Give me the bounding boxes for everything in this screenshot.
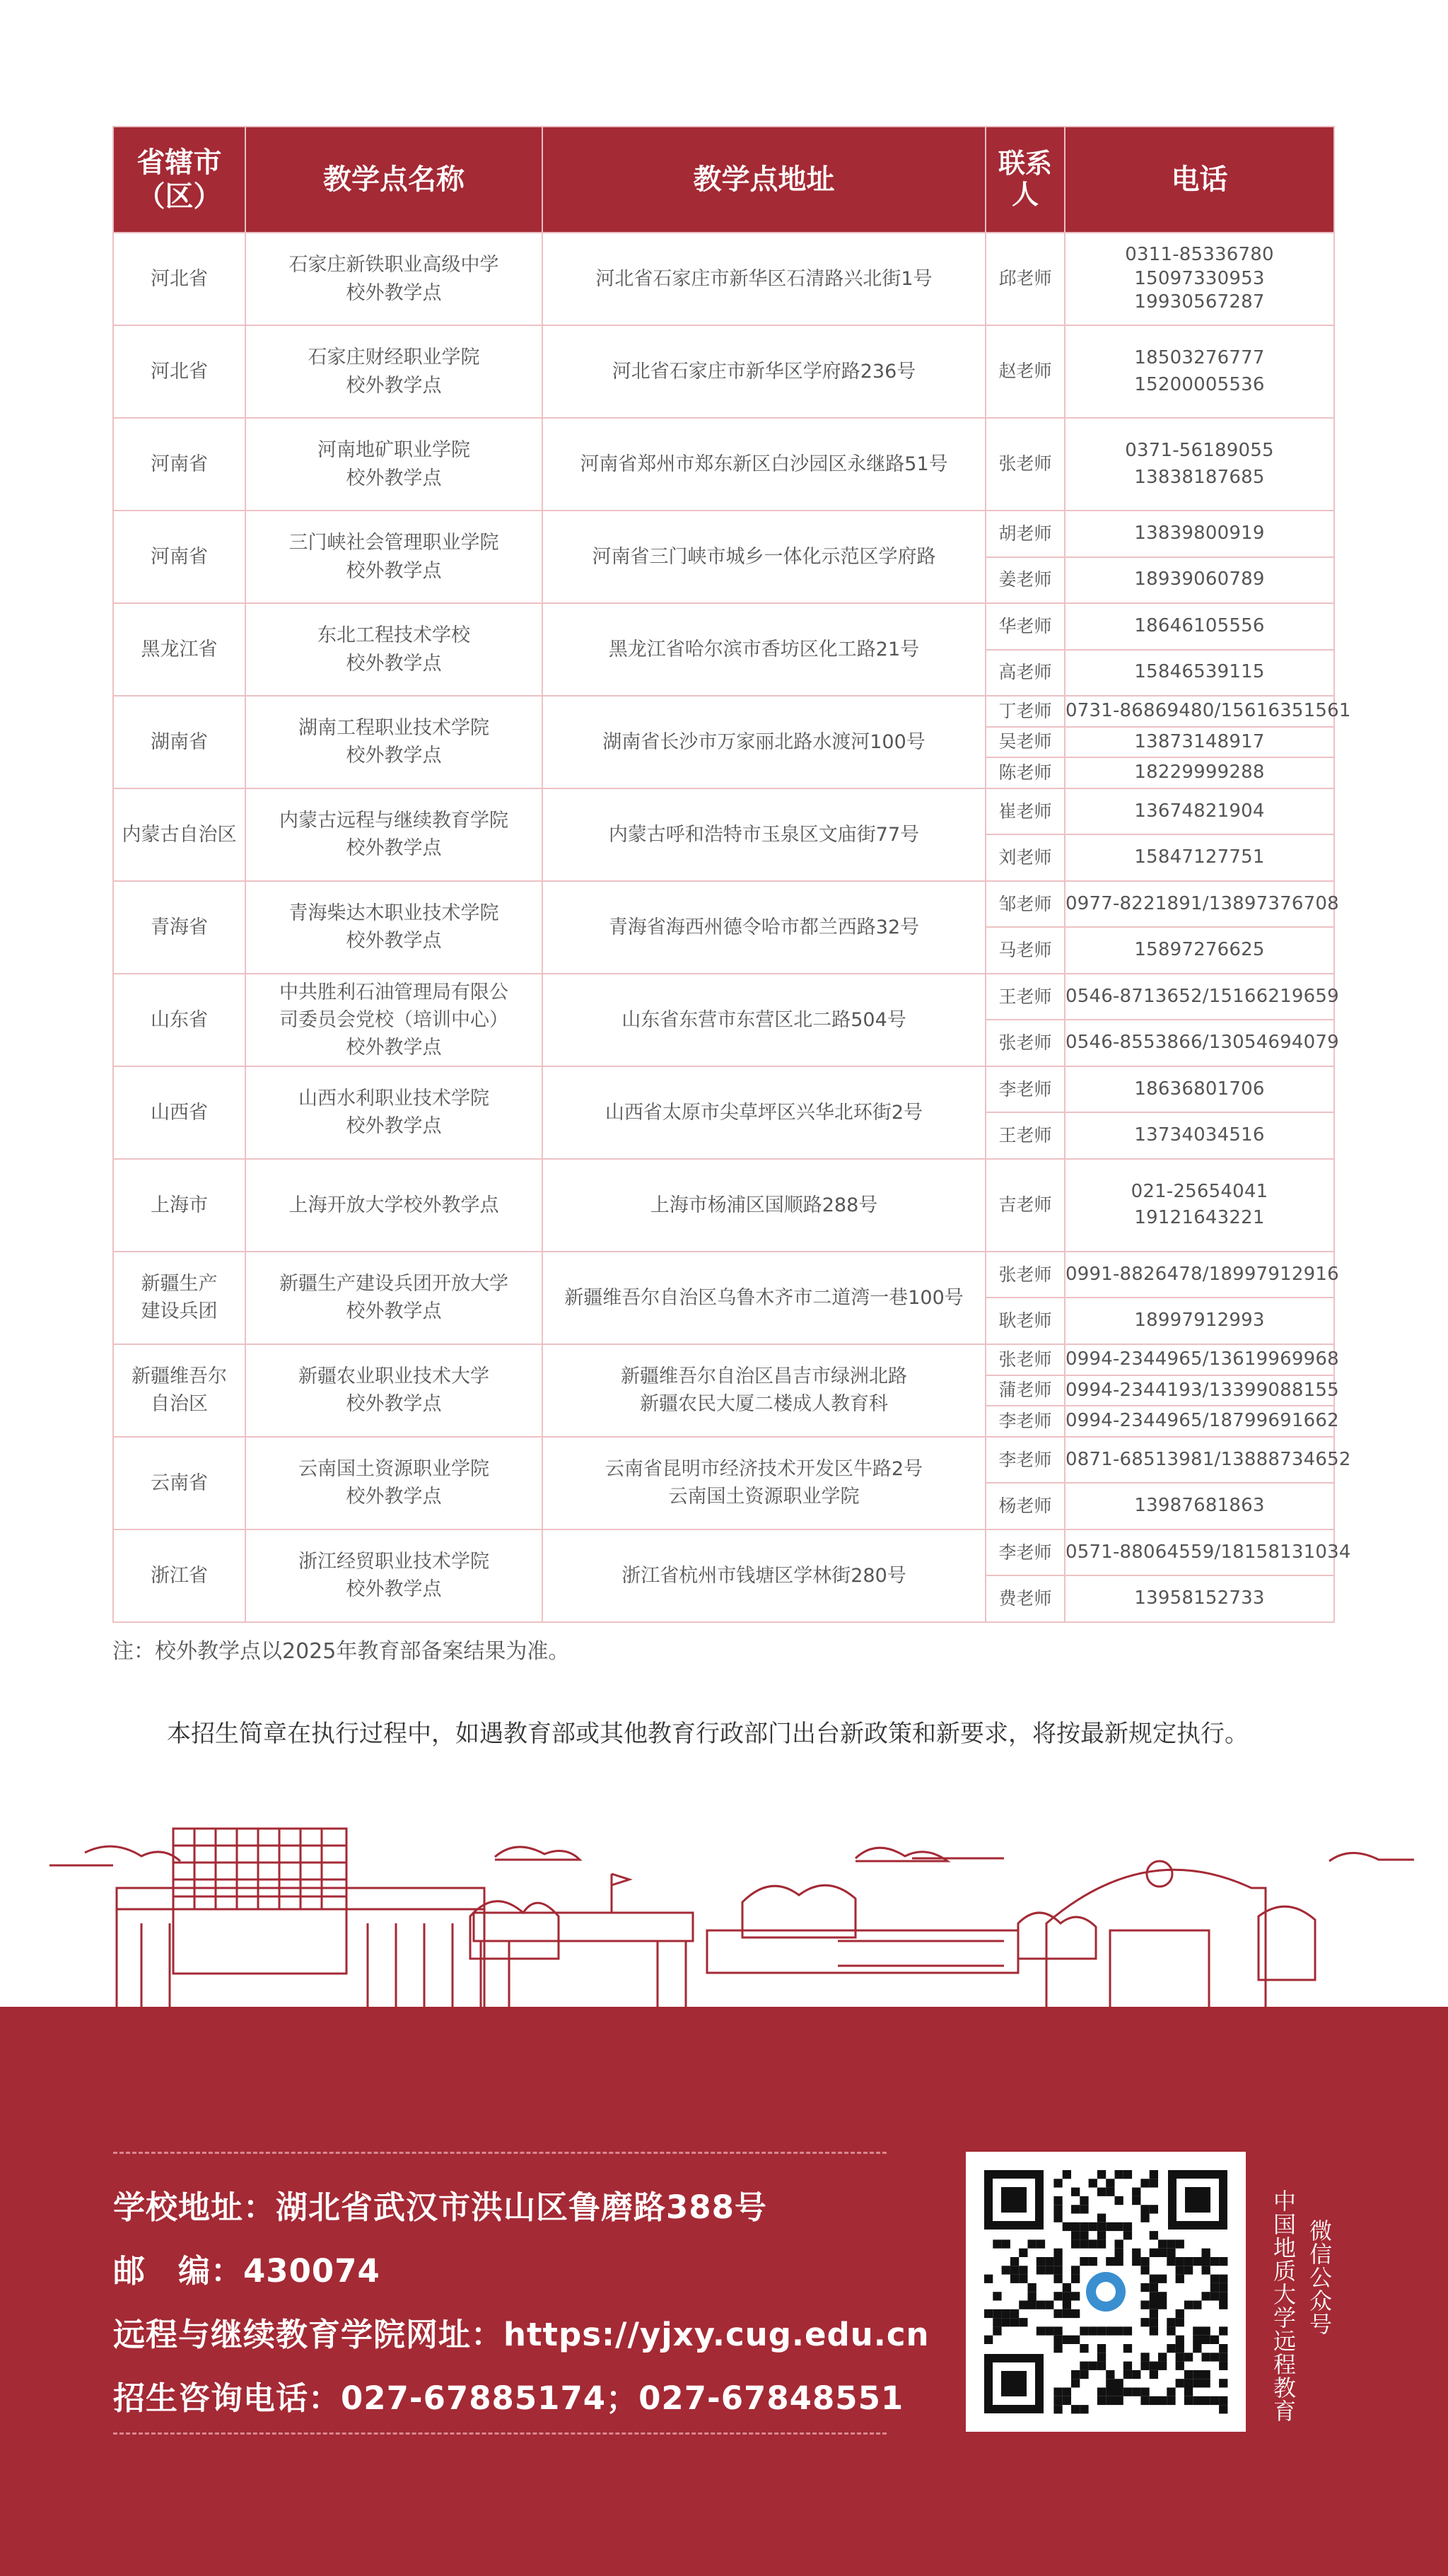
table-row <box>113 696 1334 727</box>
site-address-line: 云南省昆明市经济技术开发区牛路2号 <box>605 1458 923 1481</box>
cell-contact: 蒲老师 <box>986 1375 1065 1406</box>
cell-site-name <box>245 1344 542 1437</box>
site-name-line: 石家庄财经职业学院 <box>308 346 480 369</box>
phone-number: 18939060789 <box>1134 569 1265 590</box>
cell-phone <box>1065 1159 1334 1252</box>
site-name-line: 校外教学点 <box>346 1393 442 1416</box>
site-address-line: 河南省郑州市郑东新区白沙园区永继路51号 <box>580 453 948 475</box>
postcode: 邮 编：430074 <box>113 2252 380 2290</box>
header-site-address: 教学点地址 <box>542 127 986 233</box>
cell-site-address <box>542 1437 986 1529</box>
school-address: 学校地址：湖北省武汉市洪山区鲁磨路388号 <box>113 2189 767 2226</box>
cell-contact: 邱老师 <box>986 233 1065 325</box>
cell-contact: 吴老师 <box>986 727 1065 758</box>
province-text: 河南省 <box>151 545 208 568</box>
phone-number: 15897276625 <box>1134 939 1265 961</box>
phone-number: 18997912993 <box>1134 1310 1265 1331</box>
cell-contact: 李老师 <box>986 1406 1065 1437</box>
province-text: 自治区 <box>151 1393 208 1416</box>
cell-contact: 杨老师 <box>986 1483 1065 1529</box>
phone-number: 0546-8713652/15166219659 <box>1065 985 1339 1007</box>
table-row <box>113 1437 1334 1484</box>
cell-site-name <box>245 1159 542 1252</box>
cell-contact: 李老师 <box>986 1066 1065 1113</box>
site-name-line: 校外教学点 <box>346 1115 442 1138</box>
cell-contact: 费老师 <box>986 1575 1065 1622</box>
cell-phone <box>1065 1252 1339 1298</box>
cell-phone <box>1065 325 1334 418</box>
site-name-line: 新疆农业职业技术大学 <box>298 1365 489 1388</box>
header-site-name: 教学点名称 <box>245 127 542 233</box>
phone-number: 15200005536 <box>1134 373 1265 395</box>
province-text: 山东省 <box>151 1008 208 1031</box>
site-address-line: 山西省太原市尖草坪区兴华北环街2号 <box>605 1101 923 1124</box>
cell-contact: 赵老师 <box>986 325 1065 418</box>
hotline: 招生咨询电话：027-67885174；027-67848551 <box>113 2379 904 2417</box>
table-row <box>113 603 1334 650</box>
site-address-line: 青海省海西州德令哈市都兰西路32号 <box>608 916 920 938</box>
cell-contact: 张老师 <box>986 1344 1065 1375</box>
qr-label-account: 中国地质大学远程教育 <box>1270 2189 1297 2423</box>
province-text: 建设兵团 <box>141 1300 218 1323</box>
cell-phone <box>1065 757 1334 788</box>
cell-contact: 张老师 <box>986 1252 1065 1298</box>
cell-phone <box>1065 974 1339 1020</box>
header-contact: 联系人 <box>986 127 1065 233</box>
cell-phone <box>1065 557 1334 604</box>
site-address-line: 山东省东营市东营区北二路504号 <box>621 1008 906 1031</box>
cell-site-address <box>542 1252 986 1344</box>
province-text: 山西省 <box>151 1101 208 1124</box>
site-name-line: 校外教学点 <box>346 281 442 304</box>
table-row <box>113 233 1334 325</box>
site-name-line: 东北工程技术学校 <box>317 624 470 647</box>
site-name-line: 校外教学点 <box>346 1300 442 1323</box>
cell-site-address <box>542 1529 986 1622</box>
phone-number: 0871-68513981/13888734652 <box>1065 1448 1351 1470</box>
cell-phone <box>1065 603 1334 650</box>
table-body <box>113 233 1351 1622</box>
table-row <box>113 881 1334 928</box>
cell-site-name <box>245 974 542 1066</box>
cell-site-address <box>542 1159 986 1252</box>
cell-phone <box>1065 1483 1334 1529</box>
cell-site-name <box>245 511 542 603</box>
site-name-line: 校外教学点 <box>346 559 442 582</box>
cell-phone <box>1065 927 1334 974</box>
site-name-line: 上海开放大学校外教学点 <box>288 1194 499 1216</box>
cell-province <box>113 1066 245 1159</box>
phone-number: 0991-8826478/18997912916 <box>1065 1263 1339 1285</box>
cell-site-name <box>245 603 542 696</box>
teaching-site-table <box>112 126 1351 1623</box>
phone-number: 18229999288 <box>1134 762 1265 783</box>
cell-contact: 胡老师 <box>986 511 1065 557</box>
phone-number: 0571-88064559/18158131034 <box>1065 1541 1351 1563</box>
site-name-line: 新疆生产建设兵团开放大学 <box>279 1273 508 1295</box>
site-name-line: 河南地矿职业学院 <box>317 439 470 462</box>
cell-phone <box>1065 1344 1339 1375</box>
cell-site-address <box>542 974 986 1066</box>
cell-contact: 李老师 <box>986 1437 1065 1484</box>
site-name-line: 校外教学点 <box>346 930 442 952</box>
table-row <box>113 1252 1334 1298</box>
cell-phone <box>1065 1298 1334 1344</box>
footer-divider-top <box>113 2152 887 2154</box>
cell-site-address <box>542 1344 986 1437</box>
province-text: 河南省 <box>151 453 208 475</box>
cell-contact: 高老师 <box>986 650 1065 697</box>
site-name-line: 云南国土资源职业学院 <box>298 1458 489 1481</box>
cell-phone <box>1065 788 1334 835</box>
cell-province <box>113 511 245 603</box>
cell-contact: 姜老师 <box>986 557 1065 604</box>
site-address-line: 河北省石家庄市新华区学府路236号 <box>612 360 916 383</box>
cell-phone <box>1065 1529 1351 1576</box>
province-text: 河北省 <box>151 360 208 383</box>
table-row <box>113 974 1334 1020</box>
phone-number: 0994-2344965/13619969968 <box>1065 1348 1339 1370</box>
cell-phone <box>1065 696 1351 727</box>
site-name-line: 青海柴达木职业技术学院 <box>288 902 499 925</box>
province-text: 新疆维吾尔 <box>132 1365 227 1388</box>
site-name-line: 校外教学点 <box>346 1578 442 1601</box>
policy-statement: 本招生简章在执行过程中，如遇教育部或其他教育行政部门出台新政策和新要求，将按最新规定执行。 <box>167 1720 1249 1748</box>
cell-phone <box>1065 1020 1339 1066</box>
phone-number: 13839800919 <box>1134 522 1265 544</box>
site-name-line: 内蒙古远程与继续教育学院 <box>279 810 508 832</box>
cell-phone <box>1065 1066 1334 1113</box>
cell-province <box>113 233 245 325</box>
cell-contact: 张老师 <box>986 1020 1065 1066</box>
site-name-line: 校外教学点 <box>346 837 442 860</box>
cell-phone <box>1065 727 1334 758</box>
wechat-qr-code-icon <box>966 2152 1246 2432</box>
cell-site-address <box>542 603 986 696</box>
phone-number: 19121643221 <box>1134 1207 1265 1229</box>
province-text: 云南省 <box>151 1471 208 1494</box>
campus-skyline-illustration <box>0 1817 1448 2015</box>
cell-site-address <box>542 788 986 881</box>
cell-site-address <box>542 418 986 511</box>
cell-site-name <box>245 788 542 881</box>
province-text: 上海市 <box>151 1194 208 1216</box>
cell-phone <box>1065 650 1334 697</box>
cell-province <box>113 1437 245 1529</box>
phone-number: 0371-56189055 <box>1125 439 1274 461</box>
cell-site-name <box>245 1252 542 1344</box>
phone-number: 13873148917 <box>1134 730 1265 752</box>
site-address-line: 河北省石家庄市新华区石清路兴北街1号 <box>595 267 933 290</box>
cell-contact: 陈老师 <box>986 757 1065 788</box>
phone-number: 0546-8553866/13054694079 <box>1065 1032 1339 1054</box>
table-header-row <box>113 127 1334 233</box>
phone-number: 18503276777 <box>1134 346 1265 368</box>
cell-contact: 丁老师 <box>986 696 1065 727</box>
cell-contact: 邹老师 <box>986 881 1065 928</box>
cell-phone <box>1065 1437 1351 1484</box>
site-address-line: 上海市杨浦区国顺路288号 <box>650 1194 878 1216</box>
phone-number: 13987681863 <box>1134 1495 1265 1517</box>
phone-number: 15847127751 <box>1134 846 1265 868</box>
site-name-line: 中共胜利石油管理局有限公 <box>279 981 508 1003</box>
table-row <box>113 325 1334 418</box>
cell-contact: 刘老师 <box>986 834 1065 881</box>
cell-contact: 马老师 <box>986 927 1065 974</box>
qr-label-wechat: 微信公众号 <box>1306 2219 1333 2336</box>
table-row <box>113 1159 1334 1252</box>
website[interactable]: 远程与继续教育学院网址：https://yjxy.cug.edu.cn <box>113 2316 930 2353</box>
phone-number: 15097330953 <box>1134 267 1265 289</box>
cell-site-name <box>245 696 542 788</box>
province-text: 浙江省 <box>151 1564 208 1587</box>
site-address-line: 湖南省长沙市万家丽北路水渡河100号 <box>602 730 926 753</box>
cell-phone <box>1065 881 1339 928</box>
sites-table <box>112 126 1351 1623</box>
site-address-line: 河南省三门峡市城乡一体化示范区学府路 <box>592 545 936 568</box>
cell-province <box>113 603 245 696</box>
site-name-line: 校外教学点 <box>346 1037 442 1059</box>
table-row <box>113 511 1334 557</box>
table-row <box>113 1529 1334 1576</box>
phone-number: 0994-2344193/13399088155 <box>1065 1379 1339 1401</box>
cell-province <box>113 1344 245 1437</box>
site-name-line: 校外教学点 <box>346 652 442 675</box>
phone-number: 13838187685 <box>1134 466 1265 488</box>
cell-contact: 耿老师 <box>986 1298 1065 1344</box>
cell-phone <box>1065 1575 1334 1622</box>
site-address-line: 新疆维吾尔自治区乌鲁木齐市二道湾一巷100号 <box>564 1286 964 1309</box>
cell-site-address <box>542 1066 986 1159</box>
cell-province <box>113 418 245 511</box>
phone-number: 15846539115 <box>1134 661 1265 683</box>
cell-phone <box>1065 1112 1334 1159</box>
province-text: 湖南省 <box>151 730 208 753</box>
cell-province <box>113 1529 245 1622</box>
cell-site-name <box>245 1437 542 1529</box>
site-address-line: 黑龙江省哈尔滨市香坊区化工路21号 <box>608 638 920 660</box>
table-row <box>113 1344 1334 1375</box>
phone-number: 13958152733 <box>1134 1587 1265 1609</box>
cell-site-name <box>245 325 542 418</box>
site-address-line: 新疆维吾尔自治区昌吉市绿洲北路 <box>621 1365 907 1388</box>
cell-site-address <box>542 696 986 788</box>
cell-site-name <box>245 881 542 974</box>
province-text: 青海省 <box>151 916 208 938</box>
cell-site-name <box>245 418 542 511</box>
phone-number: 0994-2344965/18799691662 <box>1065 1410 1339 1432</box>
table-row <box>113 418 1334 511</box>
cell-province <box>113 1159 245 1252</box>
cell-province <box>113 788 245 881</box>
cell-site-name <box>245 1066 542 1159</box>
cell-contact: 李老师 <box>986 1529 1065 1576</box>
site-name-line: 校外教学点 <box>346 1486 442 1508</box>
site-address-line: 新疆农民大厦二楼成人教育科 <box>640 1393 888 1416</box>
site-address-line: 云南国土资源职业学院 <box>668 1486 860 1508</box>
cell-phone <box>1065 233 1334 325</box>
phone-number: 0731-86869480/15616351561 <box>1065 699 1351 721</box>
cell-contact: 王老师 <box>986 1112 1065 1159</box>
cell-province <box>113 696 245 788</box>
cell-site-name <box>245 1529 542 1622</box>
cell-contact: 王老师 <box>986 974 1065 1020</box>
cell-phone <box>1065 511 1334 557</box>
cell-province <box>113 974 245 1066</box>
site-name-line: 校外教学点 <box>346 745 442 767</box>
cell-phone <box>1065 418 1334 511</box>
cell-site-address <box>542 233 986 325</box>
site-address-line: 浙江省杭州市钱塘区学林街280号 <box>621 1564 906 1587</box>
cell-phone <box>1065 1406 1339 1437</box>
cell-contact: 吉老师 <box>986 1159 1065 1252</box>
cell-contact: 华老师 <box>986 603 1065 650</box>
phone-number: 18646105556 <box>1134 614 1265 636</box>
phone-number: 0977-8221891/13897376708 <box>1065 892 1339 914</box>
phone-number: 0311-85336780 <box>1125 243 1274 265</box>
cell-site-address <box>542 325 986 418</box>
site-name-line: 校外教学点 <box>346 467 442 489</box>
cell-province <box>113 881 245 974</box>
site-name-line: 浙江经贸职业技术学院 <box>298 1551 489 1573</box>
site-name-line: 司委员会党校（培训中心） <box>279 1008 508 1031</box>
cell-province <box>113 325 245 418</box>
footnote: 注：校外教学点以2025年教育部备案结果为准。 <box>112 1639 570 1664</box>
cell-province <box>113 1252 245 1344</box>
cell-phone <box>1065 1375 1339 1406</box>
header-province: 省辖市（区） <box>113 127 245 233</box>
cell-phone <box>1065 834 1334 881</box>
table-row <box>113 788 1334 835</box>
cell-contact: 崔老师 <box>986 788 1065 835</box>
phone-number: 18636801706 <box>1134 1078 1265 1100</box>
province-text: 内蒙古自治区 <box>122 823 237 846</box>
phone-number: 13674821904 <box>1134 800 1265 822</box>
header-phone: 电话 <box>1065 127 1334 233</box>
cell-site-address <box>542 881 986 974</box>
footer-divider-bottom <box>113 2432 887 2435</box>
province-text: 黑龙江省 <box>141 638 218 660</box>
site-name-line: 山西水利职业技术学院 <box>298 1088 489 1110</box>
phone-number: 13734034516 <box>1134 1124 1265 1146</box>
site-name-line: 校外教学点 <box>346 374 442 397</box>
table-row <box>113 1066 1334 1113</box>
cell-contact: 张老师 <box>986 418 1065 511</box>
phone-number: 19930567287 <box>1134 291 1265 313</box>
site-address-line: 内蒙古呼和浩特市玉泉区文庙街77号 <box>608 823 920 846</box>
cell-site-address <box>542 511 986 603</box>
site-name-line: 石家庄新铁职业高级中学 <box>288 254 499 276</box>
province-text: 河北省 <box>151 267 208 290</box>
province-text: 新疆生产 <box>141 1273 218 1295</box>
cell-site-name <box>245 233 542 325</box>
site-name-line: 湖南工程职业技术学院 <box>298 717 489 740</box>
phone-number: 021-25654041 <box>1131 1180 1268 1202</box>
site-name-line: 三门峡社会管理职业学院 <box>288 532 499 554</box>
